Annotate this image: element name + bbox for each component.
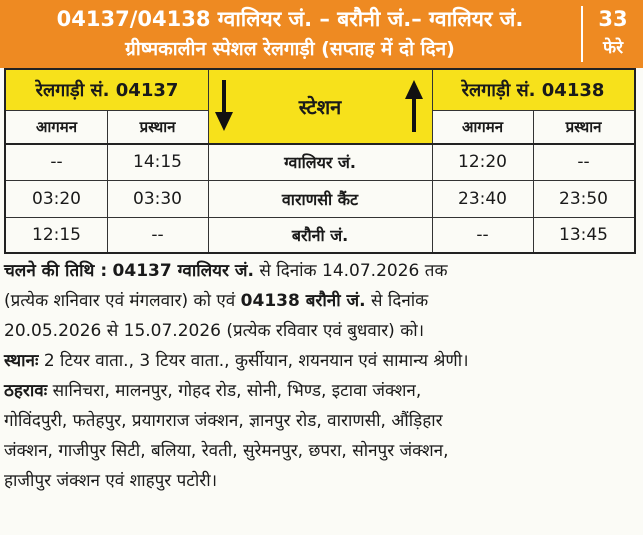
coach-text: 2 टियर वाता., 3 टियर वाता., कुर्सीयान, शयनयान एवं सामान्य श्रेणी। [43, 351, 469, 371]
title-line-1: 04137/04138 ग्वालियर जं. – बरौनी जं.– ग्वालियर जं. [56, 7, 524, 31]
grid-line [107, 110, 108, 252]
halts-line-4: हाजीपुर जंक्शन एवं शाहपुर पटोरी। [4, 471, 218, 491]
timetable [4, 68, 636, 254]
coach-line [4, 346, 636, 376]
down-arrow-icon [214, 80, 234, 132]
halts-line-1 [4, 376, 636, 406]
notice-details [4, 256, 636, 496]
row3-left-arrival: 12:15 [32, 224, 81, 245]
trips-label: फेरे [602, 38, 624, 58]
row1-right-arrival: 12:20 [458, 151, 507, 172]
right-arrival-header: आगमन [461, 117, 504, 136]
coach-label: स्थानः [4, 351, 39, 371]
dates-line-2 [4, 286, 636, 316]
grid-line [432, 110, 634, 111]
row2-station: वाराणसी कैंट [281, 189, 359, 209]
left-arrival-header: आगमन [35, 117, 78, 136]
row3-right-departure: 13:45 [559, 224, 608, 245]
grid-line [432, 70, 433, 252]
row3-right-arrival: -- [476, 224, 489, 245]
row2-left-departure: 03:30 [133, 188, 182, 209]
dates-line-3: 20.05.2026 से 15.07.2026 (प्रत्येक रविवार एवं बुधवार) को। [4, 321, 425, 341]
trips-count-box [583, 4, 643, 62]
row1-station: ग्वालियर जं. [284, 152, 356, 172]
row2-left-arrival: 03:20 [32, 188, 81, 209]
train-title [0, 4, 580, 64]
dates-label: चलने की तिथि : [4, 261, 108, 281]
row2-right-arrival: 23:40 [458, 188, 507, 209]
dates-line-1 [4, 256, 636, 286]
trips-count: 33 [598, 7, 628, 31]
train1-ref: 04137 ग्वालियर जं. [112, 261, 254, 281]
halts-line-3: जंक्शन, गाजीपुर सिटी, बलिया, रेवती, सुरेमनपुर, छपरा, सोनपुर जंक्शन, [4, 441, 449, 461]
left-departure-header: प्रस्थान [139, 117, 176, 136]
grid-line [208, 70, 209, 252]
up-arrow-icon [404, 80, 424, 132]
grid-line [6, 180, 634, 181]
row3-station: बरौनी जं. [291, 225, 349, 245]
halts-label: ठहरावः [4, 381, 48, 401]
grid-line [6, 143, 634, 145]
row3-left-departure: -- [151, 224, 164, 245]
grid-line [6, 217, 634, 218]
right-departure-header: प्रस्थान [565, 117, 602, 136]
notice-header [0, 0, 643, 68]
train2-ref: 04138 बरौनी जं. [240, 291, 366, 311]
row1-left-arrival: -- [50, 151, 63, 172]
halts-line-2: गोविंदपुरी, फतेहपुर, प्रयागराज जंक्शन, ज्ञानपुर रोड, वाराणसी, औंड़िहार [4, 411, 443, 431]
grid-line [533, 110, 534, 252]
dates-text-2: (प्रत्येक शनिवार एवं मंगलवार) को एवं [4, 291, 236, 311]
dates-text-1: से दिनांक 14.07.2026 तक [259, 261, 448, 281]
row2-right-departure: 23:50 [559, 188, 608, 209]
station-header: स्टेशन [298, 95, 342, 119]
row1-left-departure: 14:15 [133, 151, 182, 172]
halts-text-1: सानिचरा, मालनपुर, गोहद रोड, सोनी, भिण्ड, इटावा जंक्शन, [52, 381, 422, 401]
right-train-number: रेलगाड़ी सं. 04138 [432, 70, 634, 110]
grid-line [6, 110, 208, 111]
station-header-cell [208, 70, 432, 143]
title-line-2: ग्रीष्मकालीन स्पेशल रेलगाड़ी (सप्ताह में दो दिन) [125, 38, 455, 60]
dates-text-3: से दिनांक [371, 291, 429, 311]
row1-right-departure: -- [577, 151, 590, 172]
left-train-number: रेलगाड़ी सं. 04137 [6, 70, 208, 110]
